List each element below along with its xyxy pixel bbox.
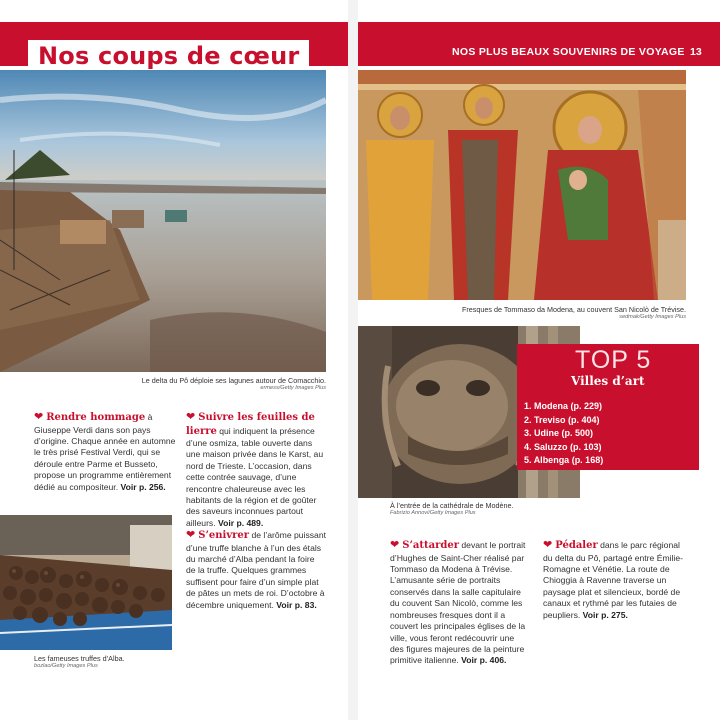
block-body: de l’arôme puissant d’une truffe blanche à l’un des étals du marché d’Alba pendant la foire de la truffe. Quelques grammes suffisent pour faire d’un simple plat de pâtes un mets de roi. D’octobre à décembre uniquement. (186, 530, 326, 610)
block-body: dans le parc régional du delta du Pô, partagé entre Émilie-Romagne et Vénétie. La route de Chioggia à Ravenne traverse un paysage plat et silencieux, bordé de canaux et rythmé par les futaies de peupliers. (543, 540, 683, 620)
heart-icon: ❤ (543, 539, 553, 551)
block-heading: S’attarder (402, 540, 460, 551)
delta-caption (60, 376, 326, 392)
cathedral-caption-credit: Fabrizio Annovi/Getty Images Plus (390, 510, 476, 516)
block-body: qui indiquent la présence d’une osmiza, table ouverte dans une maison privée dans le Karst, au nord de Trieste. L’occasion, dans cette contrée sauvage, d’une rencontre chaleureuse avec les habitants de la région et de goûter des saveurs inconnues partout ailleurs. (186, 425, 324, 528)
truffles-caption-credit: bozlao/Getty Images Plus (34, 663, 98, 669)
top5-item (524, 414, 603, 428)
top5-item-num: 4. (524, 441, 532, 452)
top5-item-num: 1. (524, 401, 532, 411)
block-heading: Pédaler (555, 540, 598, 551)
page-gutter (348, 0, 358, 720)
running-head: NOS PLUS BEAUX SOUVENIRS DE VOYAGE (452, 46, 685, 58)
top5-item-num: 2. (524, 414, 532, 425)
heart-icon: ❤ (34, 411, 44, 423)
page-reference: Voir p. 83. (276, 599, 317, 610)
block-heading: S’enivrer (198, 530, 250, 541)
block-lierre (186, 410, 326, 529)
top5-box (517, 344, 699, 470)
header-band-right (358, 22, 720, 66)
frescoes-caption-text: Fresques de Tommaso da Modena, au couvent San Nicolò de Trévise. (462, 305, 686, 314)
delta-caption-credit: ermess/Getty Images Plus (260, 385, 326, 391)
page-number: 13 (690, 46, 702, 58)
top5-subtitle: Villes d’art (571, 374, 645, 388)
top5-item-label: Saluzzo (p. 103) (534, 441, 602, 452)
top5-item (524, 441, 603, 455)
cathedral-caption (390, 501, 580, 517)
page-reference: Voir p. 489. (218, 517, 264, 528)
block-body: à Giuseppe Verdi dans son pays d’origine. Chaque année en automne le très prisé Festival Verdi, qui se déroule entre Parme et Busseto, propose un programme entièrement dédié au compositeur. (34, 412, 176, 492)
top5-item (524, 454, 603, 468)
block-pedaler (543, 538, 685, 621)
delta-caption-text: Le delta du Pô déploie ses lagunes autour de Comacchio. (141, 376, 326, 385)
delta-photo (0, 70, 326, 372)
page-title: Nos coups de cœur (38, 42, 300, 70)
block-heading: Rendre hommage (46, 412, 146, 423)
block-truffe (186, 528, 326, 611)
top5-item-label: Modena (p. 229) (534, 401, 603, 411)
block-verdi (34, 410, 176, 493)
frescoes-caption-credit: sedmak/Getty Images Plus (619, 314, 686, 320)
top5-item-num: 3. (524, 428, 532, 439)
block-attarder (390, 538, 530, 667)
heart-icon: ❤ (186, 411, 196, 423)
truffles-photo (0, 515, 172, 650)
top5-item-num: 5. (524, 455, 532, 466)
top5-item-label: Udine (p. 500) (534, 428, 594, 439)
top5-title: TOP 5 (575, 346, 652, 374)
page-reference: Voir p. 406. (461, 655, 507, 666)
heart-icon: ❤ (390, 539, 400, 551)
page-reference: Voir p. 256. (120, 481, 166, 492)
heart-icon: ❤ (186, 529, 196, 541)
top5-item-label: Treviso (p. 404) (534, 414, 600, 425)
top5-item (524, 400, 603, 414)
frescoes-caption (420, 305, 686, 321)
truffles-caption (34, 654, 174, 670)
frescoes-photo (358, 70, 686, 300)
top5-item-label: Albenga (p. 168) (533, 455, 604, 466)
block-body: devant le portrait d’Hughes de Saint-Cher réalisé par Tommaso da Modena à Trévise. L’amusante série de portraits conservés dans la salle capitulaire du couvent San Nicolò, comme les nombreuses fresques dont il a couvert les principales églises de la ville, vous feront redécouvrir une des figures majeures de la peinture primitive italienne. (390, 540, 526, 666)
block-heading: Suivre les feuilles de lierre (186, 412, 315, 437)
top5-list (524, 400, 603, 468)
truffles-caption-text: Les fameuses truffes d’Alba. (34, 654, 125, 663)
page-reference: Voir p. 275. (582, 609, 628, 620)
cathedral-caption-text: À l’entrée de la cathédrale de Modène. (390, 501, 514, 510)
title-box (28, 40, 309, 72)
top5-item (524, 427, 603, 441)
